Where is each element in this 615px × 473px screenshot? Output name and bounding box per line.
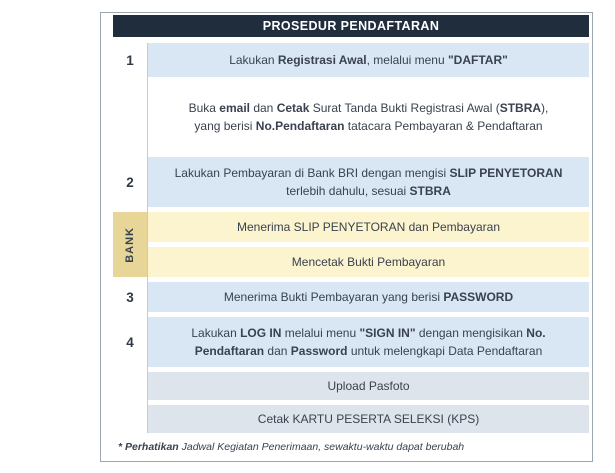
step-text: Upload Pasfoto: [148, 372, 589, 400]
step-text: Lakukan Registrasi Awal, melalui menu "DAFTAR": [148, 43, 589, 77]
step-text: Cetak KARTU PESERTA SELEKSI (KPS): [148, 405, 589, 433]
step-row-kps: [113, 405, 589, 433]
footnote: [113, 441, 589, 453]
bank-label-cell: [113, 212, 147, 277]
procedure-rows: [113, 43, 589, 433]
bank-step-text: Menerima SLIP PENYETORAN dan Pembayaran: [148, 212, 589, 242]
bank-steps: [147, 212, 589, 277]
step-row-4: [113, 317, 589, 367]
bank-step-text: Mencetak Bukti Pembayaran: [148, 247, 589, 277]
step-row-1: [113, 43, 589, 77]
bank-group-row: [113, 212, 589, 277]
step-number: [113, 405, 147, 433]
step-row-email: [113, 82, 589, 152]
step-row-2: [113, 157, 589, 207]
footnote-rest: Jadwal Kegiatan Penerimaan, sewaktu-waktu dapat berubah: [181, 441, 465, 453]
step-text: Menerima Bukti Pembayaran yang berisi PASSWORD: [148, 282, 589, 312]
step-row-3: [113, 282, 589, 312]
step-text: Lakukan LOG IN melalui menu "SIGN IN" dengan mengisikan No. Pendaftaran dan Password untuk melengkapi Data Pendaftaran: [148, 317, 589, 367]
step-row-upload: [113, 372, 589, 400]
step-number: [113, 372, 147, 400]
step-text: Buka email dan Cetak Surat Tanda Bukti Registrasi Awal (STBRA), yang berisi No.Pendaftaran tatacara Pembayaran & Pendaftaran: [148, 82, 589, 152]
footnote-lead: * Perhatikan: [118, 441, 182, 453]
step-number: 3: [126, 289, 134, 305]
step-number: 4: [126, 334, 134, 350]
step-text: Lakukan Pembayaran di Bank BRI dengan mengisi SLIP PENYETORAN terlebih dahulu, sesuai STBRA: [148, 157, 589, 207]
step-number: [113, 82, 147, 152]
step-number: 2: [126, 174, 134, 190]
bank-vertical-label: BANK: [124, 226, 136, 263]
table-title: PROSEDUR PENDAFTARAN: [113, 15, 589, 37]
procedure-table: [100, 12, 593, 462]
step-number: 1: [126, 52, 134, 68]
